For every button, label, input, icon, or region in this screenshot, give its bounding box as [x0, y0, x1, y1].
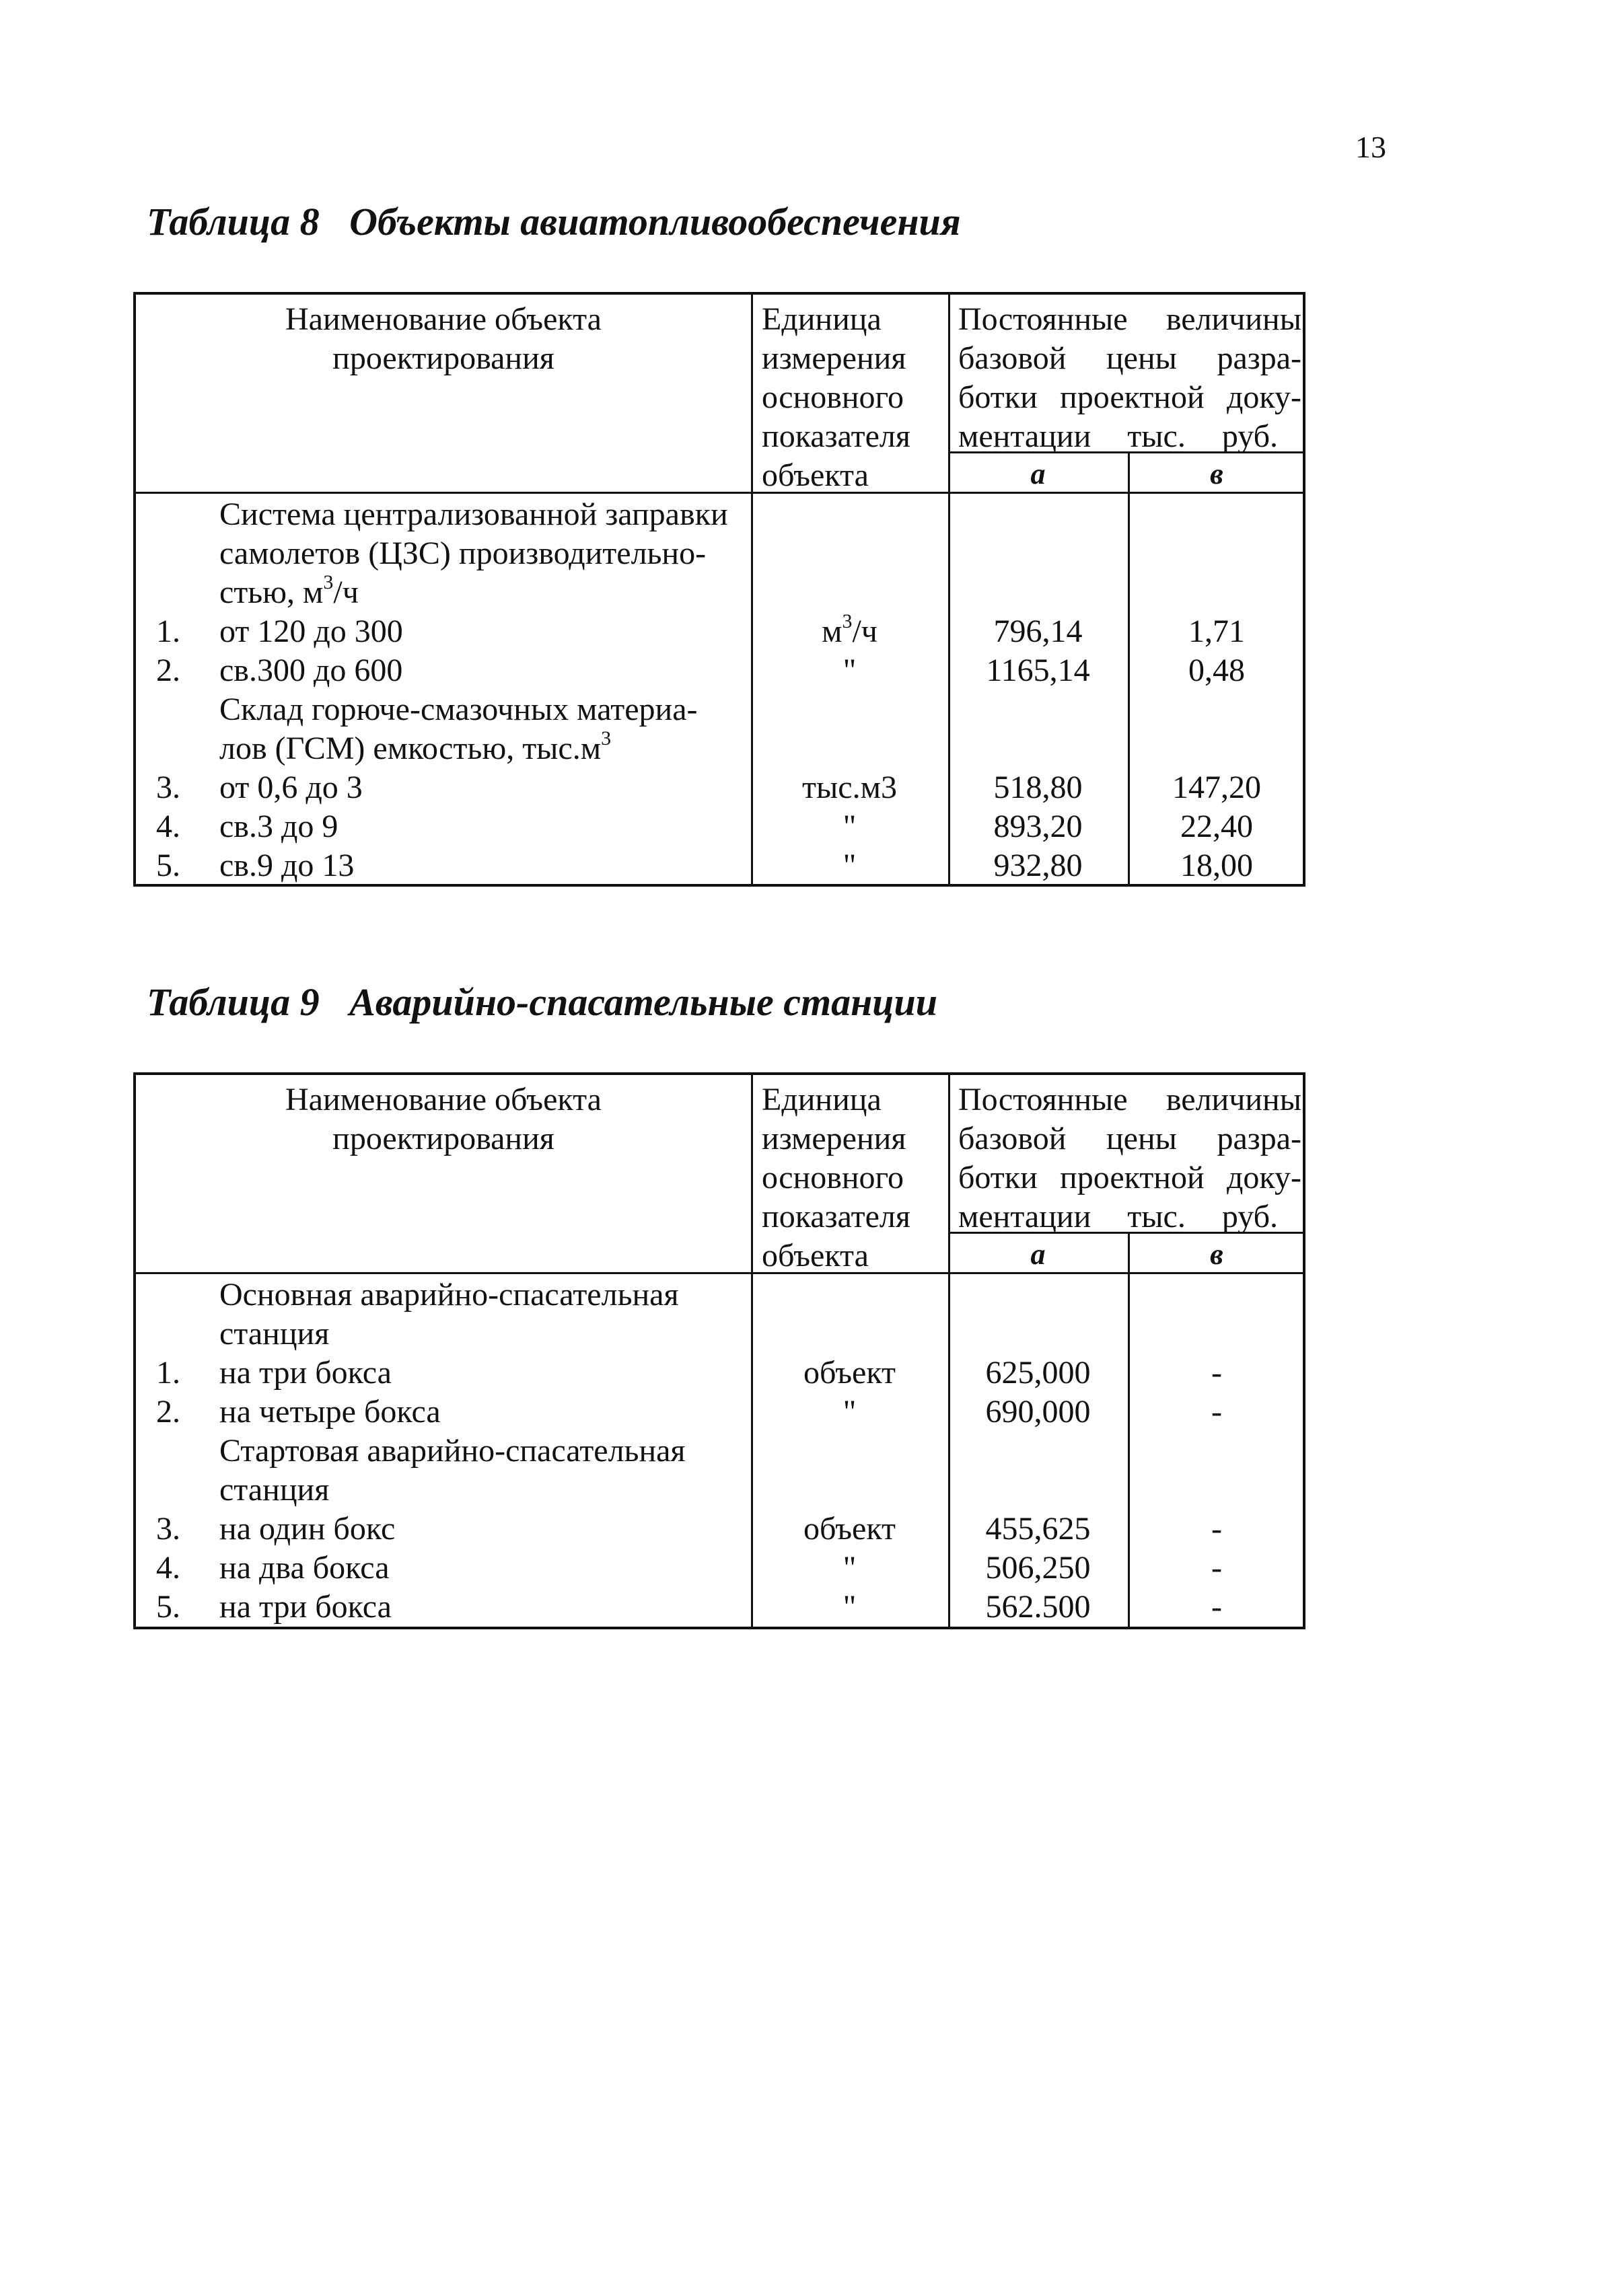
header-col-b: в: [1210, 457, 1223, 490]
row-number: 2.: [156, 1394, 180, 1430]
row-name: на три бокса: [219, 1589, 392, 1625]
header-price-line-2: базовой цены разра-: [958, 340, 1301, 376]
header-unit-line-5: объекта: [762, 1238, 869, 1273]
header-unit-line-5: объекта: [762, 457, 869, 493]
row-unit: ": [843, 1589, 857, 1625]
header-price-line-4: ментации тыс. руб.: [958, 1199, 1278, 1234]
row-unit: объект: [803, 1511, 896, 1547]
row-name: на два бокса: [219, 1550, 390, 1586]
row-name: от 120 до 300: [219, 614, 403, 649]
row-value-b: -: [1211, 1550, 1222, 1586]
table-8: [133, 292, 1305, 887]
table-8-caption: [147, 199, 961, 244]
header-col-b: в: [1210, 1238, 1223, 1271]
header-unit-line-1: Единица: [762, 1082, 882, 1117]
header-col-a: а: [1030, 1238, 1046, 1271]
row-value-b: 22,40: [1180, 809, 1253, 844]
row-name: самолетов (ЦЗС) производительно-: [219, 535, 707, 571]
row-name: св.300 до 600: [219, 653, 403, 688]
row-unit: $м^3/ч$: [822, 610, 877, 649]
header-unit-line-4: показателя: [762, 418, 910, 454]
row-name: Стартовая аварийно-спасательная: [219, 1433, 686, 1469]
row-unit: объект: [803, 1355, 896, 1391]
row-name: станция: [219, 1472, 330, 1508]
row-value-a: 518,80: [993, 770, 1083, 805]
table-9-caption: [147, 979, 937, 1025]
row-value-a: 562.500: [985, 1589, 1091, 1625]
row-unit: ": [843, 1550, 857, 1586]
row-number: 4.: [156, 809, 180, 844]
header-unit-line-2: измерения: [762, 340, 906, 376]
row-name: лов (ГСМ) емкостью, $тыс.м^3$: [219, 727, 612, 766]
header-col-a: а: [1030, 457, 1046, 490]
row-value-b: 1,71: [1188, 614, 1245, 649]
row-value-b: -: [1211, 1394, 1222, 1430]
header-name-line-2: проектирования: [332, 340, 554, 376]
header-price-line-1: Постоянные величины: [958, 301, 1301, 337]
row-name: на три бокса: [219, 1355, 392, 1391]
row-number: 3.: [156, 770, 180, 805]
row-number: 5.: [156, 1589, 180, 1625]
row-name: от 0,6 до 3: [219, 770, 363, 805]
row-name: Система централизованной заправки: [219, 496, 728, 532]
row-value-a: 932,80: [993, 848, 1083, 883]
row-value-b: -: [1211, 1589, 1222, 1625]
row-value-a: 625,000: [985, 1355, 1091, 1391]
row-value-a: 1165,14: [986, 653, 1090, 688]
header-price-line-2: базовой цены разра-: [958, 1121, 1301, 1156]
row-value-a: 455,625: [985, 1511, 1091, 1547]
header-unit-line-4: показателя: [762, 1199, 910, 1234]
header-unit-line-3: основного: [762, 379, 904, 415]
table-8-caption-number: Таблица 8: [147, 200, 320, 244]
row-number: 5.: [156, 848, 180, 883]
header-price-line-3: ботки проектной доку-: [958, 1160, 1301, 1195]
row-name: св.9 до 13: [219, 848, 355, 883]
row-unit: ": [843, 809, 857, 844]
row-unit: ": [843, 848, 857, 883]
table-9: [133, 1072, 1305, 1629]
header-name-line-1: Наименование объекта: [285, 1082, 602, 1117]
header-price-line-1: Постоянные величины: [958, 1082, 1301, 1117]
row-number: 2.: [156, 653, 180, 688]
row-unit: тыс.м3: [802, 770, 897, 805]
row-number: 3.: [156, 1511, 180, 1547]
header-name-line-1: Наименование объекта: [285, 301, 602, 337]
header-unit-line-3: основного: [762, 1160, 904, 1195]
row-unit: ": [843, 1394, 857, 1430]
row-value-b: -: [1211, 1355, 1222, 1391]
page-number: 13: [1355, 130, 1386, 164]
row-unit: ": [843, 653, 857, 688]
row-value-b: -: [1211, 1511, 1222, 1547]
row-value-a: 893,20: [993, 809, 1083, 844]
table-9-caption-title: Аварийно-спасательные станции: [349, 980, 938, 1024]
row-value-a: 796,14: [993, 614, 1083, 649]
row-name: станция: [219, 1316, 330, 1351]
row-value-a: 690,000: [985, 1394, 1091, 1430]
row-name: Основная аварийно-спасательная: [219, 1277, 679, 1312]
table-8-caption-title: Объекты авиатопливообеспечения: [349, 200, 961, 244]
header-name-line-2: проектирования: [332, 1121, 554, 1156]
row-number: 1.: [156, 1355, 180, 1391]
row-name: на четыре бокса: [219, 1394, 441, 1430]
row-value-b: 18,00: [1180, 848, 1253, 883]
row-value-b: 147,20: [1172, 770, 1261, 805]
row-value-b: 0,48: [1188, 653, 1245, 688]
row-name: на один бокс: [219, 1511, 396, 1547]
header-price-line-4: ментации тыс. руб.: [958, 418, 1278, 454]
row-value-a: 506,250: [985, 1550, 1091, 1586]
row-number: 4.: [156, 1550, 180, 1586]
row-name: стью, $м^3/ч$: [219, 571, 359, 610]
row-name: св.3 до 9: [219, 809, 338, 844]
header-unit-line-2: измерения: [762, 1121, 906, 1156]
header-price-line-3: ботки проектной доку-: [958, 379, 1301, 415]
table-9-caption-number: Таблица 9: [147, 980, 320, 1024]
row-name: Склад горюче-смазочных материа-: [219, 692, 698, 727]
header-unit-line-1: Единица: [762, 301, 882, 337]
row-number: 1.: [156, 614, 180, 649]
